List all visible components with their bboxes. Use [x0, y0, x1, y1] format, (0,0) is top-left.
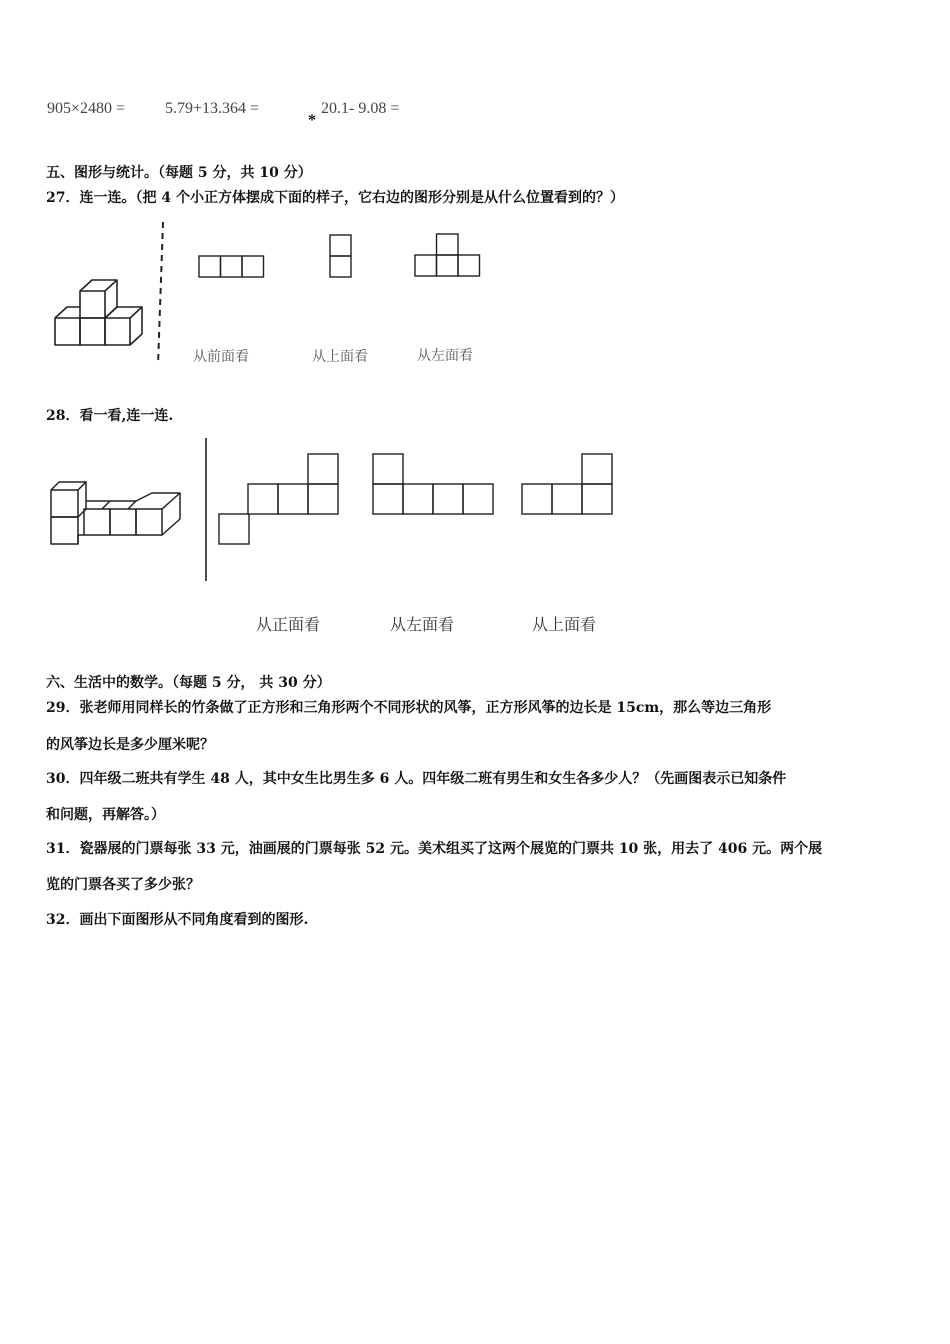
- calc-2: 5.79+13.364 =: [165, 100, 260, 117]
- q27-view-top: [329, 234, 353, 278]
- question-28-text: 28．看一看,连一连.: [46, 408, 174, 424]
- q28-view-shape-3: [521, 453, 617, 517]
- q27-cube-stack-figure: [50, 278, 150, 348]
- q27-label-left: 从左面看: [417, 348, 473, 364]
- q28-label-left: 从左面看: [390, 615, 455, 634]
- q27-label-top: 从上面看: [312, 349, 368, 365]
- section-6-heading: 六、生活中的数学。（每题 5 分， 共 30 分）: [46, 675, 331, 691]
- q28-cube-row-figure: [48, 480, 183, 550]
- q28-divider: [203, 438, 209, 583]
- question-29-line-1: 29．张老师用同样长的竹条做了正方形和三角形两个不同形状的风筝，正方形风筝的边长是 15cm，那么等边三角形: [46, 700, 772, 716]
- q28-view-shape-1: [218, 453, 342, 547]
- q27-dashed-divider: [155, 222, 165, 367]
- question-30-line-2: 和问题，再解答。）: [46, 807, 165, 823]
- q28-label-top: 从上面看: [532, 615, 597, 634]
- q28-view-shape-2: [372, 453, 498, 517]
- q27-view-left: [414, 233, 482, 278]
- question-32-text: 32．画出下面图形从不同角度看到的图形.: [46, 912, 309, 928]
- section-5-heading: 五、图形与统计。（每题 5 分，共 10 分）: [46, 165, 312, 181]
- calc-1: 905×2480 =: [47, 100, 126, 117]
- question-31-line-1: 31．瓷器展的门票每张 33 元，油画展的门票每张 52 元。美术组买了这两个展览的门票共 10 张，用去了 406 元。两个展: [46, 841, 823, 857]
- calc-3: 20.1- 9.08 =: [321, 100, 400, 117]
- calc-3-mark: *: [308, 112, 316, 129]
- q27-label-front: 从前面看: [193, 349, 249, 365]
- question-30-line-1: 30．四年级二班共有学生 48 人，其中女生比男生多 6 人。四年级二班有男生和女生各多少人？（先画图表示已知条件: [46, 771, 787, 787]
- question-29-line-2: 的风筝边长是多少厘米呢？: [46, 737, 214, 753]
- q28-label-front: 从正面看: [256, 615, 321, 634]
- question-31-line-2: 览的门票各买了多少张？: [46, 877, 200, 893]
- q27-view-front: [198, 255, 266, 279]
- question-27-text: 27．连一连。（把 4 个小正方体摆成下面的样子，它右边的图形分别是从什么位置看到的？）: [46, 190, 624, 206]
